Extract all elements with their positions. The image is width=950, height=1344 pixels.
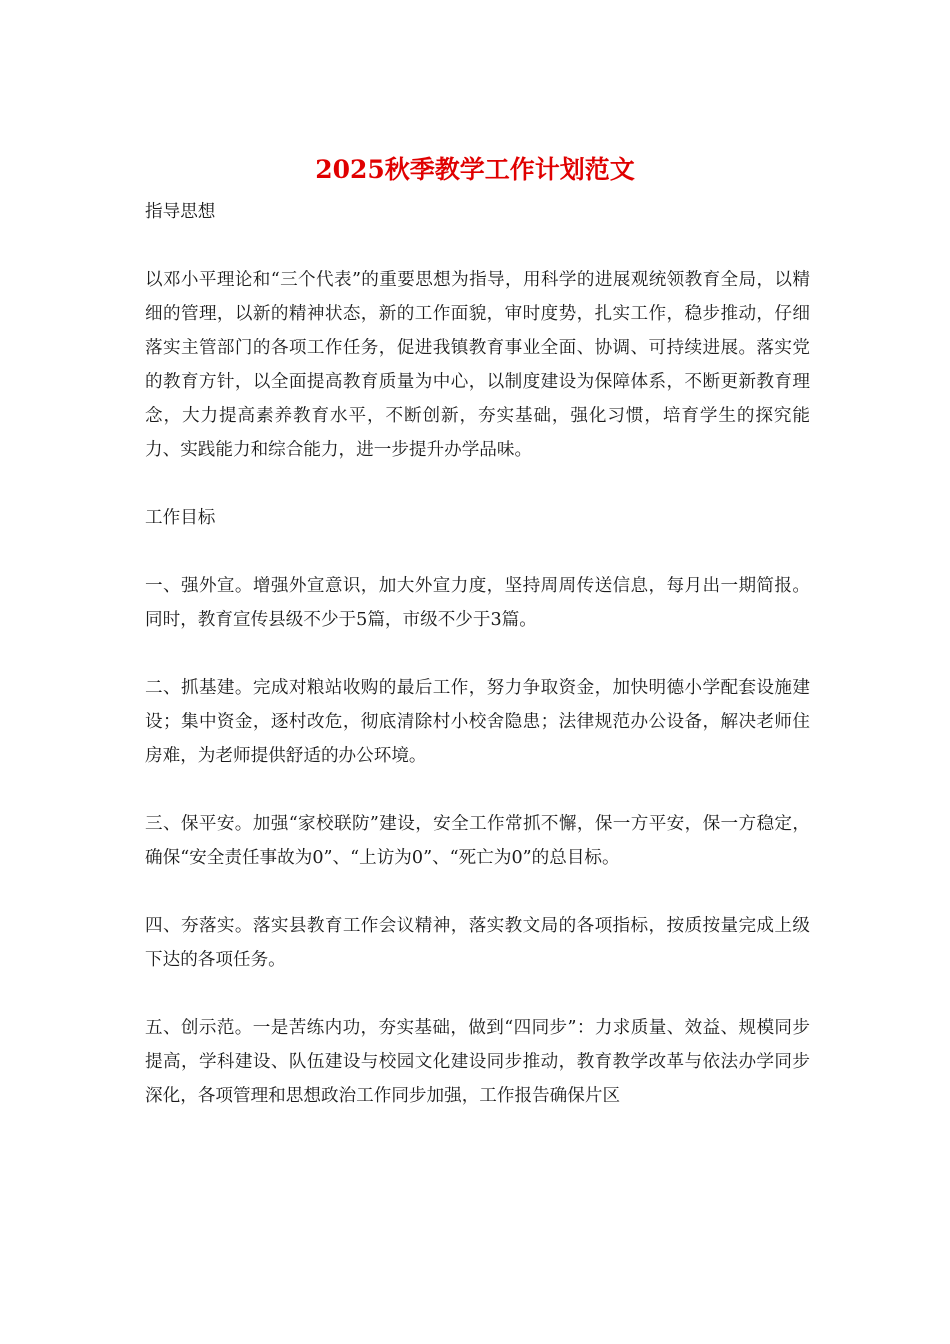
paragraph-guiding-ideology: 以邓小平理论和“三个代表”的重要思想为指导，用科学的进展观统领教育全局，以精细的管理，以新的精神状态，新的工作面貌，审时度势，扎实工作，稳步推动，仔细落实主管部门的各项工作任务，促进我镇教育事业全面、协调、可持续进展。落实党的教育方针，以全面提高教育质量为中心，以制度建设为保障体系，不断更新教育理念，大力提高素养教育水平，不断创新，夯实基础，强化习惯，培育学生的探究能力、实践能力和综合能力，进一步提升办学品味。 [145,270,810,460]
section-heading-guiding-ideology: 指导思想 [145,202,216,222]
document-title: 2025秋季教学工作计划范文 [315,155,635,184]
section-heading-work-goals: 工作目标 [145,508,216,528]
paragraph-goal-publicity: 一、强外宣。增强外宣意识，加大外宣力度，坚持周周传送信息，每月出一期简报。同时，教育宣传县级不少于5篇，市级不少于3篇。 [145,576,810,630]
document-body [145,195,810,1147]
paragraph-goal-implementation: 四、夯落实。落实县教育工作会议精神，落实教文局的各项指标，按质按量完成上级下达的各项任务。 [145,916,810,970]
paragraph-goal-infrastructure: 二、抓基建。完成对粮站收购的最后工作，努力争取资金，加快明德小学配套设施建设；集中资金，逐村改危，彻底清除村小校舍隐患；法律规范办公设备，解决老师住房难，为老师提供舒适的办公环境。 [145,678,810,766]
paragraph-goal-demonstration: 五、创示范。一是苦练内功，夯实基础，做到“四同步”：力求质量、效益、规模同步提高，学科建设、队伍建设与校园文化建设同步推动，教育教学改革与依法办学同步深化，各项管理和思想政治工作同步加强，工作报告确保片区 [145,1018,810,1106]
paragraph-goal-safety: 三、保平安。加强“家校联防”建设，安全工作常抓不懈，保一方平安，保一方稳定，确保“安全责任事故为0”、“上访为0”、“死亡为0”的总目标。 [145,814,810,868]
